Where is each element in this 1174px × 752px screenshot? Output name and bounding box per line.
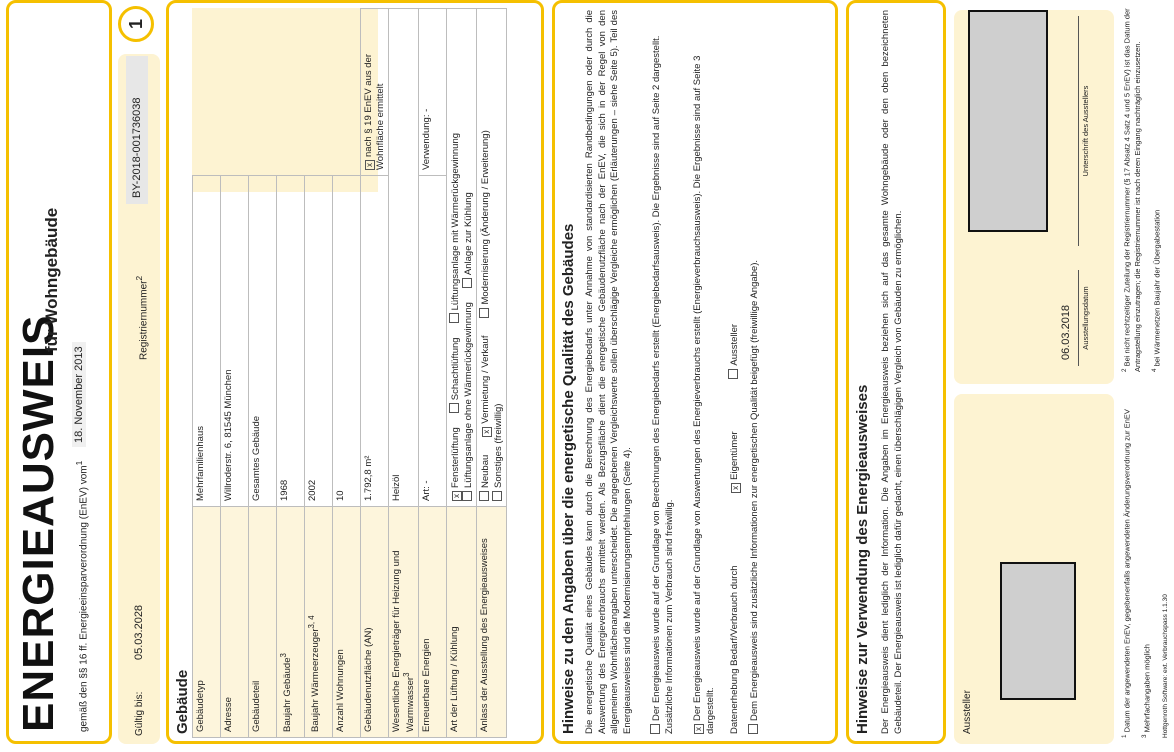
- building-row: [277, 9, 305, 738]
- checkbox-icon: [492, 491, 502, 501]
- building-row: [193, 9, 221, 738]
- issuer-label: Aussteller: [962, 690, 973, 734]
- footnote-4: $^4$ bei Wärmenetzen Baujahr der Übergabestation: [1151, 209, 1162, 372]
- building-row-key: Gebäudeteil: [249, 507, 277, 738]
- building-row-value: 2002: [305, 176, 333, 507]
- footnote-3: $^3$ Mehrfachangaben möglich: [1141, 644, 1152, 738]
- checked-checkbox-icon: x: [694, 724, 704, 734]
- building-row-key: Adresse: [221, 507, 249, 738]
- law-text: gemäß den §§ 16 ff. Energieeinsparverordnung (EnEV) vom$^1$: [74, 460, 90, 732]
- building-section-title: Gebäude: [174, 669, 191, 734]
- certificate-title: ENERGIEAUSWEIS: [14, 314, 63, 732]
- building-row-key: Baujahr Gebäude$^3$: [277, 507, 305, 738]
- law-date: 18. November 2013: [72, 342, 86, 447]
- reason-options: NeubauxVermietung / VerkaufModernisierung (Änderung / Erweiterung)Sonstiges (freiwillig): [477, 9, 507, 507]
- building-row-key: Anzahl Wohnungen: [333, 507, 361, 738]
- registration-number: BY-2018-001736038: [126, 56, 148, 204]
- building-row-extra: Verwendung: -: [419, 9, 447, 176]
- building-row-value: Mehrfamilienhaus: [193, 176, 221, 507]
- building-row-extra: xnach § 19 EnEV aus der Wohnfläche ermittelt: [361, 9, 389, 176]
- building-row-key: Erneuerbare Energien: [419, 507, 447, 738]
- registration-label: Registriernummer$^2$: [134, 275, 150, 360]
- reason-key: Anlass der Ausstellung des Energieausweises: [477, 507, 507, 738]
- usage-hints-title: Hinweise zur Verwendung des Energieausweises: [854, 384, 871, 734]
- option-consumption-certificate: xDer Energieausweis wurde auf der Grundlage von Auswertungen des Energieverbrauchs erstellt (Energieverbrauchsausweis). Die Ergebnisse sind auf Seite 3 dargestellt.: [692, 55, 716, 734]
- building-row: [361, 9, 389, 738]
- issue-date: 06.03.2018: [1060, 304, 1072, 360]
- building-row: [419, 9, 447, 738]
- redacted-issuer: [1000, 562, 1076, 700]
- signature-label: Unterschrift des Ausstellers: [1078, 16, 1090, 246]
- issue-date-label: Ausstellungsdatum: [1078, 270, 1090, 366]
- building-row-key: Gebäudetyp: [193, 507, 221, 738]
- building-row-value: Art: -: [419, 176, 447, 507]
- building-row-value: Heizöl: [389, 9, 419, 507]
- checkbox-icon: [462, 278, 472, 288]
- data-collection-row: Datenerhebung Bedarf/Verbrauch durch xEigentümer Aussteller: [729, 323, 740, 734]
- checkbox-icon: [728, 369, 738, 379]
- option-additional-info: Dem Energieausweis sind zusätzliche Informationen zur energetischen Qualität beigefügt (freiwillige Angabe).: [748, 10, 762, 734]
- checkbox-icon: [449, 403, 459, 413]
- checked-checkbox-icon: x: [452, 491, 462, 501]
- footnote-1: $^1$ Datum der angewendeten EnEV, gegebenenfalls angewendeten Änderungsverordnung zur EnEV: [1121, 409, 1132, 738]
- software-note: Hottgenroth Software: ext. Verbrauchspass 1.1.30: [1162, 594, 1169, 738]
- checkbox-icon: [462, 491, 472, 501]
- checkbox-icon: [650, 724, 660, 734]
- certificate-subtitle: für Wohngebäude: [42, 207, 61, 352]
- building-row-value: 1.792,8 m²: [361, 176, 389, 507]
- building-row: [305, 9, 333, 738]
- building-table: [192, 8, 507, 738]
- building-row-key: Wesentliche Energieträger für Heizung und Warmwasser$^3$: [389, 507, 419, 738]
- building-row-value: Gesamtes Gebäude: [249, 176, 277, 507]
- ventilation-key: Art der Lüftung / Kühlung: [447, 507, 477, 738]
- checkbox-icon: [449, 313, 459, 323]
- checked-checkbox-icon: x: [731, 483, 741, 493]
- checked-checkbox-icon: x: [365, 160, 375, 170]
- reason-row: [477, 9, 507, 738]
- building-row: [389, 9, 419, 738]
- valid-until-value: 05.03.2028: [133, 604, 145, 660]
- redacted-signature: [968, 10, 1048, 232]
- page-number: 1: [118, 6, 154, 42]
- valid-until-label: Gültig bis:: [134, 691, 145, 736]
- checkbox-icon: [748, 724, 758, 734]
- building-row-value: 10: [333, 176, 361, 507]
- building-row-value: 1968: [277, 176, 305, 507]
- option-demand-certificate: Der Energieausweis wurde auf der Grundlage von Berechnungen des Energiebedarfs erstellt (Energiebedarfsausweis). Die Ergebnisse sind auf Seite 2 dargestellt. Zusätzliche Informationen zum Verbrauch sind freiwillig.: [651, 35, 675, 734]
- quality-hints-paragraph: Die energetische Qualität eines Gebäudes kann durch die Berechnung des Energiebedarfs unter Annahme von standardisierten Randbedingungen oder durch die Auswertung des Energieverbrauchs ermittelt werden. Als Bezugsfläche dient die energetische Gebäudenutzfläche nach der EnEV, die sich in der Regel von den allgemeinen Wohnflächenangaben unterscheidet. Die angegebenen Vergleichswerte sollen überschlägige Vergleiche ermöglichen (Erläuterungen – siehe Seite 5). Teil des Energieausweises sind die Modernisierungsempfehlungen (Seite 4).: [584, 10, 633, 734]
- checked-checkbox-icon: x: [482, 427, 492, 437]
- building-row: [249, 9, 277, 738]
- building-row-key: Baujahr Wärmeerzeuger$^{3, 4}$: [305, 507, 333, 738]
- usage-hints-paragraph: Der Energieausweis dient lediglich der Information. Die Angaben im Energieausweis beziehen sich auf das gesamte Wohngebäude oder den oben bezeichneten Gebäudeteil. Der Energieausweis ist lediglich dafür gedacht, einen überschlägigen Vergleich von Gebäuden zu ermöglichen.: [880, 10, 904, 734]
- checkbox-icon: [479, 491, 489, 501]
- building-row-value: Willroderstr. 6, 81545 München: [221, 176, 249, 507]
- footnote-2: $^2$ Bei nicht rechtzeitiger Zuteilung der Registriernummer (§ 17 Absatz 4 Satz 4 und 5 EnEV) ist das Datum der Antragstellung einzutragen; die Registriernummer ist nach deren Eingang nachträglich einzusetzen.: [1121, 8, 1142, 372]
- checkbox-icon: [479, 308, 489, 318]
- building-row: [333, 9, 361, 738]
- ventilation-row: [447, 9, 477, 738]
- building-row: [221, 9, 249, 738]
- building-row-key: Gebäudenutzfläche (AN): [361, 507, 389, 738]
- quality-hints-title: Hinweise zu den Angaben über die energetische Qualität des Gebäudes: [560, 223, 577, 734]
- ventilation-options: xFensterlüftungSchachtlüftungLüftungsanlage mit WärmerückgewinnungLüftungsanlage ohne WärmerückgewinnungAnlage zur Kühlung: [447, 9, 477, 507]
